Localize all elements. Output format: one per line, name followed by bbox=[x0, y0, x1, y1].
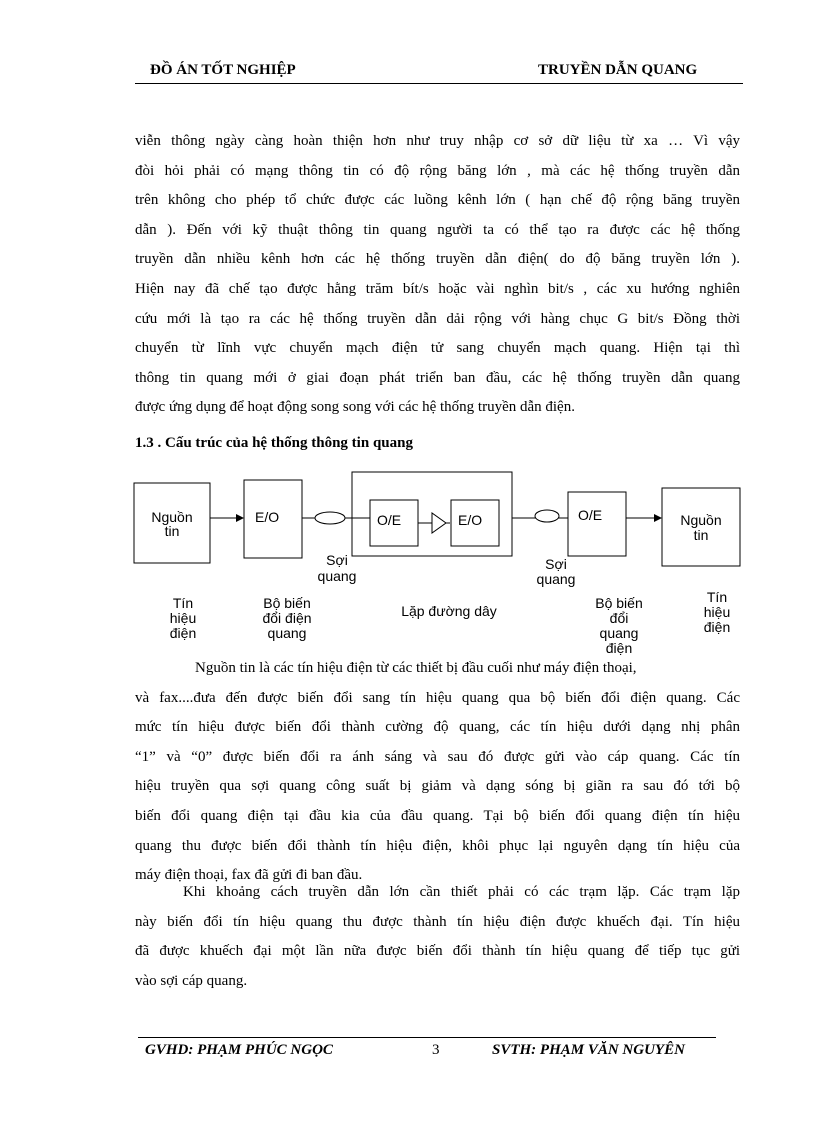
fiber-coil-2 bbox=[535, 510, 559, 522]
header-right-title: TRUYỀN DẪN QUANG bbox=[538, 62, 698, 78]
body-line: biến đổi quang điện tại đầu kia của đầu quang. Tại bộ biến đổi quang điện tín hiệu bbox=[135, 807, 740, 824]
caption-signal-right: Tín hiệu điện bbox=[703, 589, 731, 635]
intro-line: đòi hỏi phải có mạng thông tin có độ rộng băng lớn , mà các hệ thống truyền dẫn bbox=[135, 162, 740, 179]
body-line: Nguồn tin là các tín hiệu điện từ các thiết bị đầu cuối như máy điện thoại, bbox=[195, 660, 637, 676]
intro-line: được ứng dụng để hoạt động song song với các hệ thống truyền dẫn điện. bbox=[135, 399, 575, 416]
fiber-label-1: Sợi quang bbox=[317, 552, 357, 584]
header-left-title: ĐỒ ÁN TỐT NGHIỆP bbox=[150, 62, 296, 78]
repeater-line: này biến đổi tín hiệu quang thu được thành tín hiệu điện được khuếch đại. Tín hiệu bbox=[135, 913, 740, 930]
intro-line: trên không cho phép tổ chức được các luồng kênh lớn ( hạn chế độ rộng băng truyền bbox=[135, 192, 740, 209]
intro-line: Hiện nay đã chế tạo được hằng trăm bít/s hoặc vài nghìn bit/s , các xu hướng nghiên bbox=[135, 280, 740, 297]
fiber-coil-1 bbox=[315, 512, 345, 524]
header-rule bbox=[135, 83, 743, 84]
body-line: mức tín hiệu được biến đổi thành cường độ quang, các tín hiệu dưới dạng nhị phân bbox=[135, 719, 740, 736]
repeater-line: đã được khuếch đại một lần nữa được biến đổi thành tín hiệu quang để tiếp tục gửi bbox=[135, 943, 740, 960]
eo-converter-label: E/O bbox=[255, 509, 280, 525]
intro-line: truyền dẫn nhiều kênh hơn các hệ thống truyền dẫn điện( do độ băng truyền lớn ). bbox=[135, 251, 740, 268]
caption-repeater: Lặp đường dây bbox=[401, 603, 497, 619]
intro-line: dẫn ). Đến với kỹ thuật thông tin quang người ta có thể tạo ra được các hệ thống bbox=[135, 221, 740, 238]
oe-converter-label: O/E bbox=[578, 507, 603, 523]
body-line: “1” và “0” được biến đổi ra ánh sáng và sau đó được gửi vào cáp quang. Các tín bbox=[135, 748, 740, 765]
caption-signal-left: Tín hiệu điện bbox=[169, 595, 197, 641]
body-paragraph bbox=[135, 654, 740, 891]
section-heading: 1.3 . Cấu trúc của hệ thống thông tin quang bbox=[135, 435, 413, 451]
footer-student: SVTH: PHẠM VĂN NGUYÊN bbox=[492, 1042, 685, 1058]
intro-line: viễn thông ngày càng hoàn thiện hơn như truy nhập cơ sở dữ liệu từ xa … Vì vậy bbox=[135, 133, 740, 149]
oe-converter-box bbox=[568, 492, 626, 556]
page-number: 3 bbox=[432, 1042, 440, 1058]
footer-supervisor: GVHD: PHẠM PHÚC NGỌC bbox=[145, 1042, 333, 1058]
source-left-label: Nguồn tin bbox=[151, 509, 193, 539]
body-line: và fax....đưa đến được biến đổi sang tín hiệu quang qua bộ biến đổi điện quang. Các bbox=[135, 689, 740, 706]
intro-line: thông tin quang mới ở giai đoạn phát triển ban đầu, các hệ thống truyền dẫn quang bbox=[135, 369, 740, 386]
repeater-eo-label: E/O bbox=[458, 512, 483, 528]
intro-paragraph bbox=[135, 127, 740, 423]
repeater-line: vào sợi cáp quang. bbox=[135, 972, 248, 989]
body-line: hiệu truyền qua sợi quang công suất bị giảm và dạng sóng bị giãn ra sau đó tới bộ bbox=[135, 778, 740, 795]
repeater-oe-label: O/E bbox=[377, 512, 402, 528]
repeater-line: Khi khoảng cách truyền dẫn lớn cần thiết phải có các trạm lặp. Các trạm lặp bbox=[183, 884, 740, 900]
caption-converter-left: Bộ biến đổi điện quang bbox=[262, 595, 312, 641]
intro-line: cứu mới là tạo ra các hệ thống truyền dẫn dải rộng với hàng chục G bit/s Đồng thời bbox=[135, 310, 740, 327]
source-right-label: Nguồn tin bbox=[680, 512, 722, 543]
caption-converter-right: Bộ biến đổi quang điện bbox=[595, 595, 643, 656]
intro-line: chuyển từ lĩnh vực chuyển mạch điện tử sang chuyển mạch quang. Hiện tại thì bbox=[135, 340, 740, 357]
body-line: quang thu được biến đổi thành tín hiệu điện, khôi phục lại nguyên dạng tín hiệu của bbox=[135, 837, 740, 854]
fiber-label-2: Sợi quang bbox=[536, 556, 576, 587]
footer-rule bbox=[138, 1037, 716, 1038]
amplifier-triangle bbox=[432, 513, 446, 533]
body-line: máy điện thoại, fax đã gửi đi ban đầu. bbox=[135, 867, 363, 884]
repeater-paragraph bbox=[135, 878, 740, 996]
